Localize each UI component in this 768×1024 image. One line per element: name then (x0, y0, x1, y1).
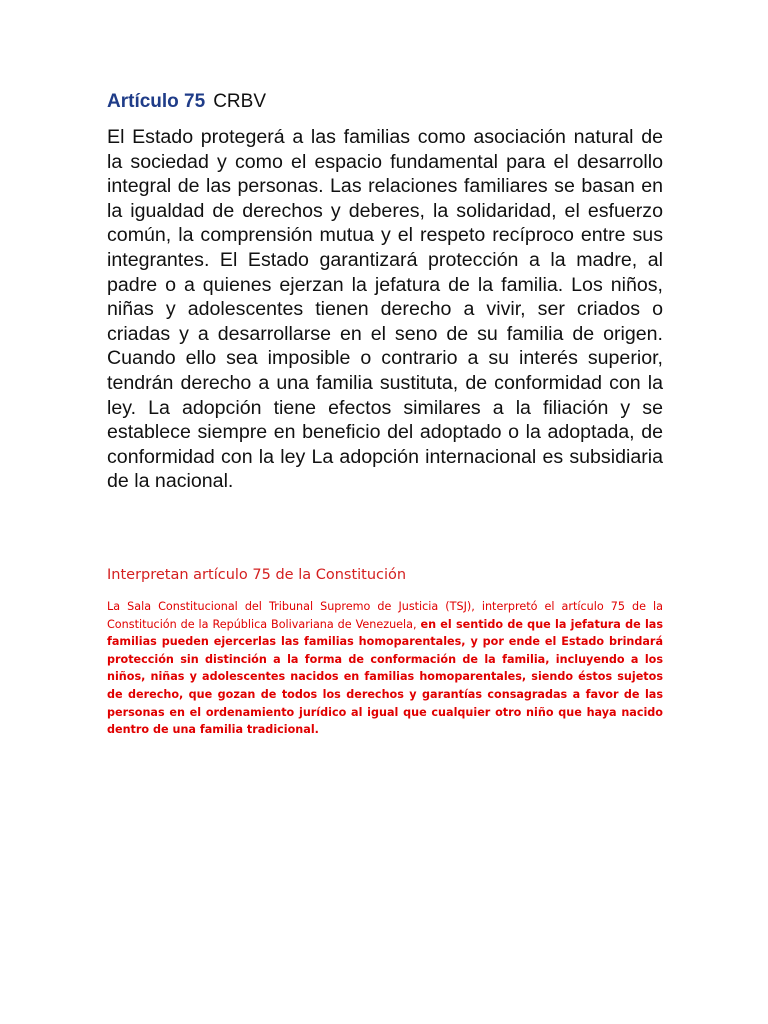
article-heading (107, 89, 266, 115)
news-body-bold: en el sentido de que la jefatura de las familias pueden ejercerlas las familias homoparentales, y por ende el Estado brindará protección sin distinción a la forma de conformación de la familia, incluyendo a los niños, niñas y adolescentes nacidos en familias homoparentales, siendo éstos sujetos de derecho, que gozan de todos los derechos y garantías consagradas a favor de las personas en el ordenamiento jurídico al igual que cualquier otro niño que haya nacido dentro de una familia tradicional. (107, 617, 664, 737)
news-body (107, 598, 663, 739)
article-number: Artículo 75 (107, 91, 206, 112)
news-body-regular: La Sala Constitucional del Tribunal Supremo de Justicia (TSJ), interpretó el artículo 75 de la Constitución de la República Bolivariana de Venezuela, (107, 600, 663, 631)
news-title: Interpretan artículo 75 de la Constitución (107, 567, 407, 583)
article-source: CRBV (213, 91, 266, 112)
article-body: El Estado protegerá a las familias como asociación natural de la sociedad y como el espacio fundamental para el desarrollo integral de las personas. Las relaciones familiares se basan en la igualdad de derechos y deberes, la solidaridad, el esfuerzo común, la comprensión mutua y el respeto recíproco entre sus integrantes. El Estado garantizará protección a la madre, al padre o a quienes ejerzan la jefatura de la familia. Los niños, niñas y adolescentes tienen derecho a vivir, ser criados o criadas y a desarrollarse en el seno de su familia de origen. Cuando ello sea imposible o contrario a su interés superior, tendrán derecho a una familia sustituta, de conformidad con la ley. La adopción tiene efectos similares a la filiación y se establece siempre en beneficio del adoptado o la adoptada, de conformidad con la ley La adopción internacional es subsidiaria de la nacional. (107, 126, 663, 493)
